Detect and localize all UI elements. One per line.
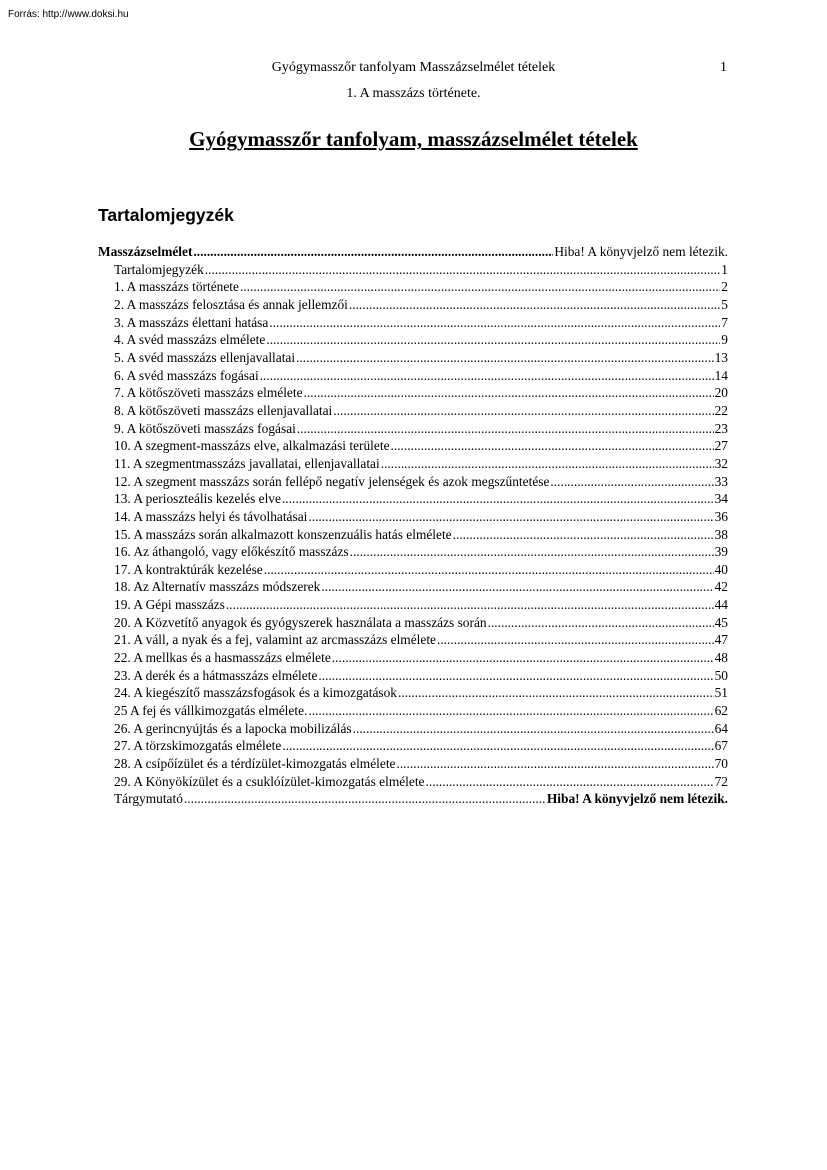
toc-leader-dots — [297, 420, 714, 438]
toc-entry[interactable] — [98, 508, 728, 526]
toc-entry[interactable] — [98, 543, 728, 561]
toc-leader-dots — [398, 684, 714, 702]
running-header-subtitle: 1. A masszázs története. — [346, 86, 481, 101]
toc-leader-dots — [353, 720, 714, 738]
toc-entry-label: 7. A kötőszöveti masszázs elmélete — [114, 385, 303, 401]
toc-entry-page: 47 — [714, 632, 728, 648]
toc-leader-dots — [308, 508, 713, 526]
toc-entry[interactable] — [98, 737, 728, 755]
toc-entry-label: 20. A Közvetítő anyagok és gyógyszerek használata a masszázs során — [114, 614, 487, 630]
toc-entry-label: 28. A csípőízület és a térdízület-kimozgatás elmélete — [114, 756, 396, 772]
toc-entry[interactable] — [98, 578, 728, 596]
toc-leader-dots — [205, 261, 721, 279]
toc-entry[interactable] — [98, 278, 728, 296]
toc-leader-dots — [308, 702, 713, 720]
toc-entry[interactable] — [98, 684, 728, 702]
toc-entry-page: 32 — [714, 455, 728, 471]
toc-entry-label: Tartalomjegyzék — [114, 261, 204, 277]
toc-entry[interactable] — [98, 596, 728, 614]
toc-leader-dots — [333, 402, 713, 420]
toc-leader-dots — [332, 649, 714, 667]
toc-entry-label: 17. A kontraktúrák kezelése — [114, 561, 263, 577]
toc-leader-dots — [184, 790, 546, 808]
toc-entry[interactable] — [98, 755, 728, 773]
toc-entry[interactable] — [98, 243, 728, 261]
toc-entry-label: 29. A Könyökízület és a csuklóízület-kimozgatás elmélete — [114, 773, 425, 789]
toc-entry[interactable] — [98, 402, 728, 420]
toc-entry[interactable] — [98, 631, 728, 649]
running-header-title: Gyógymasszőr tanfolyam Masszázselmélet tételek — [271, 60, 556, 75]
document-title: Gyógymasszőr tanfolyam, masszázselmélet tételek — [189, 127, 638, 151]
toc-entry[interactable] — [98, 649, 728, 667]
table-of-contents — [98, 243, 728, 808]
toc-entry-label: 22. A mellkas és a hasmasszázs elmélete — [114, 650, 331, 666]
toc-leader-dots — [321, 578, 713, 596]
toc-entry[interactable] — [98, 296, 728, 314]
toc-entry[interactable] — [98, 331, 728, 349]
toc-entry[interactable] — [98, 473, 728, 491]
toc-heading: Tartalomjegyzék — [98, 205, 234, 225]
toc-entry-page: 45 — [714, 614, 728, 630]
toc-entry-page: 44 — [714, 597, 728, 613]
toc-entry[interactable] — [98, 667, 728, 685]
toc-entry[interactable] — [98, 420, 728, 438]
toc-entry-label: 19. A Gépi masszázs — [114, 597, 225, 613]
toc-leader-dots — [391, 437, 714, 455]
toc-entry[interactable] — [98, 720, 728, 738]
toc-entry-page: 50 — [714, 667, 728, 683]
toc-entry-page: 36 — [714, 508, 728, 524]
toc-leader-dots — [350, 543, 714, 561]
toc-entry[interactable] — [98, 349, 728, 367]
toc-entry-page: 67 — [714, 738, 728, 754]
toc-leader-dots — [266, 331, 720, 349]
source-note: Forrás: http://www.doksi.hu — [8, 9, 129, 20]
toc-entry-label: Masszázselmélet — [98, 244, 193, 259]
toc-entry[interactable] — [98, 314, 728, 332]
toc-entry-label: 5. A svéd masszázs ellenjavallatai — [114, 349, 296, 365]
toc-leader-dots — [240, 278, 720, 296]
toc-leader-dots — [453, 526, 714, 544]
toc-entry-page: 27 — [714, 438, 728, 454]
toc-entry-label: 23. A derék és a hátmasszázs elmélete — [114, 667, 318, 683]
toc-entry-page: 38 — [714, 526, 728, 542]
toc-entry-page: Hiba! A könyvjelző nem létezik. — [554, 244, 728, 259]
toc-entry-page: 62 — [714, 703, 728, 719]
toc-entry-page: 23 — [714, 420, 728, 436]
toc-entry-page: 20 — [714, 385, 728, 401]
toc-entry-page: 40 — [714, 561, 728, 577]
toc-leader-dots — [282, 737, 713, 755]
toc-entry-page: 42 — [714, 579, 728, 595]
toc-entry-page: 13 — [714, 349, 728, 365]
toc-entry[interactable] — [98, 702, 728, 720]
toc-entry-page: 14 — [714, 367, 728, 383]
toc-leader-dots — [488, 614, 714, 632]
toc-entry-page: 9 — [721, 332, 728, 348]
toc-entry-page: 70 — [714, 756, 728, 772]
toc-entry[interactable] — [98, 367, 728, 385]
toc-entry-label: 18. Az Alternatív masszázs módszerek — [114, 579, 321, 595]
toc-entry-label: 8. A kötőszöveti masszázs ellenjavallatai — [114, 402, 333, 418]
toc-entry-page: 48 — [714, 650, 728, 666]
toc-entry-page: 5 — [721, 296, 728, 312]
toc-entry-label: 25 A fej és vállkimozgatás elmélete. — [114, 703, 308, 719]
toc-leader-dots — [296, 349, 714, 367]
toc-entry-page: 2 — [721, 279, 728, 295]
page-number: 1 — [720, 60, 727, 75]
toc-entry-page: 7 — [721, 314, 728, 330]
toc-entry-label: 12. A szegment masszázs során fellépő negatív jelenségek és azok megszűntetése — [114, 473, 550, 489]
toc-entry[interactable] — [98, 561, 728, 579]
toc-entry-page: 51 — [714, 685, 728, 701]
toc-leader-dots — [282, 490, 714, 508]
toc-leader-dots — [304, 384, 714, 402]
toc-entry-page: Hiba! A könyvjelző nem létezik. — [546, 791, 728, 807]
toc-entry-label: 6. A svéd masszázs fogásai — [114, 367, 259, 383]
toc-entry-label: 24. A kiegészítő masszázsfogások és a kimozgatások — [114, 685, 397, 701]
toc-leader-dots — [426, 773, 714, 791]
toc-entry[interactable] — [98, 437, 728, 455]
toc-entry-label: 26. A gerincnyújtás és a lapocka mobilizálás — [114, 720, 352, 736]
toc-entry-page: 33 — [714, 473, 728, 489]
toc-entry[interactable] — [98, 490, 728, 508]
toc-entry-label: 11. A szegmentmasszázs javallatai, ellenjavallatai — [114, 455, 380, 471]
toc-leader-dots — [437, 631, 714, 649]
toc-leader-dots — [260, 367, 714, 385]
toc-entry-label: 2. A masszázs felosztása és annak jellemzői — [114, 296, 348, 312]
toc-entry-page: 72 — [714, 773, 728, 789]
toc-entry-label: Tárgymutató — [114, 791, 183, 807]
toc-leader-dots — [550, 473, 713, 491]
toc-entry-label: 15. A masszázs során alkalmazott konszenzuális hatás elmélete — [114, 526, 452, 542]
toc-entry-label: 16. Az áthangoló, vagy előkészítő masszázs — [114, 544, 349, 560]
toc-entry-page: 22 — [714, 402, 728, 418]
toc-entry-label: 21. A váll, a nyak és a fej, valamint az arcmasszázs elmélete — [114, 632, 436, 648]
toc-entry-label: 13. A perioszteális kezelés elve — [114, 491, 281, 507]
toc-leader-dots — [396, 755, 713, 773]
toc-leader-dots — [193, 243, 553, 261]
toc-leader-dots — [264, 561, 714, 579]
toc-entry[interactable] — [98, 773, 728, 791]
toc-entry-label: 10. A szegment-masszázs elve, alkalmazási területe — [114, 438, 390, 454]
toc-entry[interactable] — [98, 526, 728, 544]
toc-entry-page: 64 — [714, 720, 728, 736]
toc-entry[interactable] — [98, 384, 728, 402]
toc-entry[interactable] — [98, 261, 728, 279]
toc-entry[interactable] — [98, 614, 728, 632]
toc-leader-dots — [226, 596, 714, 614]
toc-entry[interactable] — [98, 455, 728, 473]
toc-entry-label: 4. A svéd masszázs elmélete — [114, 332, 266, 348]
toc-entry-label: 1. A masszázs története — [114, 279, 239, 295]
toc-leader-dots — [349, 296, 720, 314]
toc-entry[interactable] — [98, 790, 728, 808]
toc-entry-page: 1 — [721, 261, 728, 277]
toc-entry-label: 9. A kötőszöveti masszázs fogásai — [114, 420, 296, 436]
toc-entry-label: 27. A törzskimozgatás elmélete — [114, 738, 282, 754]
toc-entry-page: 34 — [714, 491, 728, 507]
toc-entry-label: 3. A masszázs élettani hatása — [114, 314, 269, 330]
toc-leader-dots — [381, 455, 714, 473]
toc-entry-page: 39 — [714, 544, 728, 560]
toc-leader-dots — [269, 314, 720, 332]
toc-entry-label: 14. A masszázs helyi és távolhatásai — [114, 508, 308, 524]
toc-leader-dots — [318, 667, 713, 685]
